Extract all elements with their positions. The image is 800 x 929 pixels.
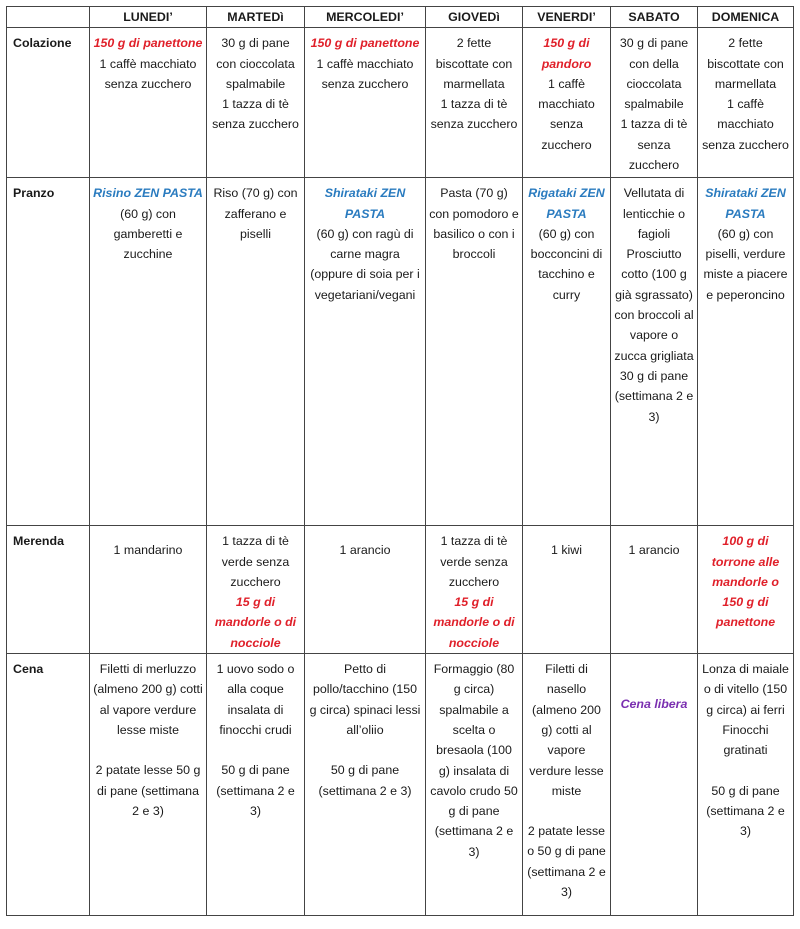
meal-row	[7, 178, 794, 526]
meal-cell	[611, 654, 698, 916]
meal-label: Merenda	[7, 526, 90, 654]
meal-cell	[207, 28, 305, 178]
meal-cell	[90, 526, 207, 654]
meal-item: (60 g) con bocconcini di tacchino e curry	[530, 226, 603, 302]
day-header: LUNEDI’	[90, 7, 207, 28]
meal-item: 1 caffè macchiato senza zucchero	[702, 97, 789, 152]
meal-cell	[611, 28, 698, 178]
meal-label: Colazione	[7, 28, 90, 178]
meal-item: Formaggio (80 g circa) spalmabile a scelta o bresaola (100 g) insalata di cavolo crudo 50 g di pane (settimana 2 e 3)	[430, 662, 518, 859]
highlighted-item: 150 g di pandoro	[541, 36, 592, 71]
meal-item: 1 tazza di tè verde senza zucchero	[440, 534, 508, 589]
meal-item: Filetti di nasello (almeno 200 g) cotti al vapore verdure lesse miste	[529, 662, 604, 798]
highlighted-item: 150 g di panettone	[93, 36, 203, 51]
meal-item: (60 g) con ragù di carne magra (oppure di soia per i vegetariani/vegani	[310, 226, 420, 302]
spacer	[526, 801, 607, 821]
spacer	[701, 761, 790, 781]
meal-cell	[698, 178, 794, 526]
meal-item: 50 g di pane (settimana 2 e 3)	[216, 763, 295, 818]
meal-row	[7, 526, 794, 654]
meal-item: 1 tazza di tè verde senza zucchero	[221, 534, 290, 589]
meal-cell	[698, 654, 794, 916]
meal-item: 1 tazza di tè senza zucchero	[620, 117, 688, 173]
day-header: VENERDI’	[523, 7, 611, 28]
meal-cell	[90, 28, 207, 178]
meal-cell	[305, 526, 426, 654]
highlighted-item: 150 g di panettone	[310, 36, 420, 51]
highlighted-item: 15 g di mandorle o di nocciole	[214, 595, 297, 650]
meal-item: 1 caffè macchiato senza zucchero	[538, 76, 595, 152]
highlighted-item: 15 g di mandorle o di nocciole	[433, 595, 515, 650]
meal-item: Riso (70 g) con zafferano e piselli	[213, 186, 298, 241]
meal-cell	[523, 28, 611, 178]
meal-cell	[523, 654, 611, 916]
day-header: GIOVEDì	[426, 7, 523, 28]
highlighted-item: Shirataki ZEN PASTA	[705, 186, 786, 221]
meal-cell	[523, 178, 611, 526]
day-header: MERCOLEDI’	[305, 7, 426, 28]
meal-cell	[611, 526, 698, 654]
meal-cell	[426, 654, 523, 916]
meal-row	[7, 654, 794, 916]
meal-item: 2 fette biscottate con marmellata	[707, 36, 784, 91]
highlighted-item: 100 g di torrone alle mandorle o 150 g di panettone	[711, 534, 780, 630]
day-header: DOMENICA	[698, 7, 794, 28]
header-corner	[7, 7, 90, 28]
day-header: SABATO	[611, 7, 698, 28]
meal-cell	[305, 178, 426, 526]
meal-item: Petto di pollo/tacchino (150 g circa) spinaci lessi all’oliio	[309, 662, 421, 737]
meal-label: Pranzo	[7, 178, 90, 526]
meal-label: Cena	[7, 654, 90, 916]
highlighted-item: Shirataki ZEN PASTA	[324, 186, 406, 221]
spacer	[210, 740, 301, 760]
meal-item: 1 uovo sodo o alla coque insalata di finocchi crudi	[216, 662, 295, 737]
meal-item: 2 fette biscottate con marmellata	[435, 36, 513, 91]
meal-item: (60 g) con piselli, verdure miste a piacere e peperoncino	[703, 226, 788, 302]
meal-item: Vellutata di lenticchie o fagioli Prosciutto cotto (100 g già sgrassato) con broccoli al vapore o zucca grigliata 30 g di pane (settimana 2 e 3)	[614, 186, 694, 424]
meal-cell	[426, 178, 523, 526]
meal-item: 1 caffè macchiato senza zucchero	[99, 56, 197, 91]
meal-cell	[90, 178, 207, 526]
meal-item: 1 mandarino	[113, 543, 183, 558]
meal-cell	[523, 526, 611, 654]
meal-cell	[698, 526, 794, 654]
meal-item: Filetti di merluzzo (almeno 200 g) cotti al vapore verdure lesse miste	[93, 662, 203, 737]
meal-item: 50 g di pane (settimana 2 e 3)	[318, 763, 412, 798]
meal-item: 1 arancio	[628, 543, 680, 558]
meal-cell	[305, 28, 426, 178]
meal-item: 1 tazza di tè senza zucchero	[212, 97, 299, 132]
meal-item: 2 patate lesse o 50 g di pane (settimana 2 e 3)	[527, 824, 606, 900]
meal-cell	[207, 526, 305, 654]
meal-item: Lonza di maiale o di vitello (150 g circa) ai ferri Finocchi gratinati	[702, 662, 789, 758]
meal-item: 30 g di pane con cioccolata spalmabile	[216, 36, 295, 91]
meal-item: 1 arancio	[339, 543, 391, 558]
highlighted-item: Risino ZEN PASTA	[93, 186, 203, 201]
meal-item: 1 kiwi	[551, 543, 582, 558]
meal-item: 50 g di pane (settimana 2 e 3)	[706, 783, 785, 839]
spacer	[93, 740, 203, 760]
meal-item: (60 g) con gamberetti e zucchine	[113, 206, 183, 262]
meal-cell	[207, 178, 305, 526]
table-body	[7, 28, 794, 916]
meal-row	[7, 28, 794, 178]
highlighted-item: Cena libera	[620, 697, 688, 712]
header-row	[7, 7, 794, 28]
meal-item: 1 caffè macchiato senza zucchero	[316, 56, 414, 91]
meal-cell	[207, 654, 305, 916]
meal-cell	[426, 526, 523, 654]
meal-plan-table	[6, 6, 794, 916]
meal-cell	[305, 654, 426, 916]
meal-item: 1 tazza di tè senza zucchero	[430, 97, 518, 132]
meal-cell	[698, 28, 794, 178]
day-header: MARTEDì	[207, 7, 305, 28]
meal-item: 30 g di pane con della cioccolata spalmabile	[619, 36, 689, 112]
meal-cell	[426, 28, 523, 178]
meal-item: 2 patate lesse 50 g di pane (settimana 2 e 3)	[95, 763, 201, 818]
meal-cell	[611, 178, 698, 526]
spacer	[308, 740, 422, 760]
meal-cell	[90, 654, 207, 916]
highlighted-item: Rigataki ZEN PASTA	[528, 186, 605, 221]
meal-item: Pasta (70 g) con pomodoro e basilico o con i broccoli	[429, 186, 519, 262]
